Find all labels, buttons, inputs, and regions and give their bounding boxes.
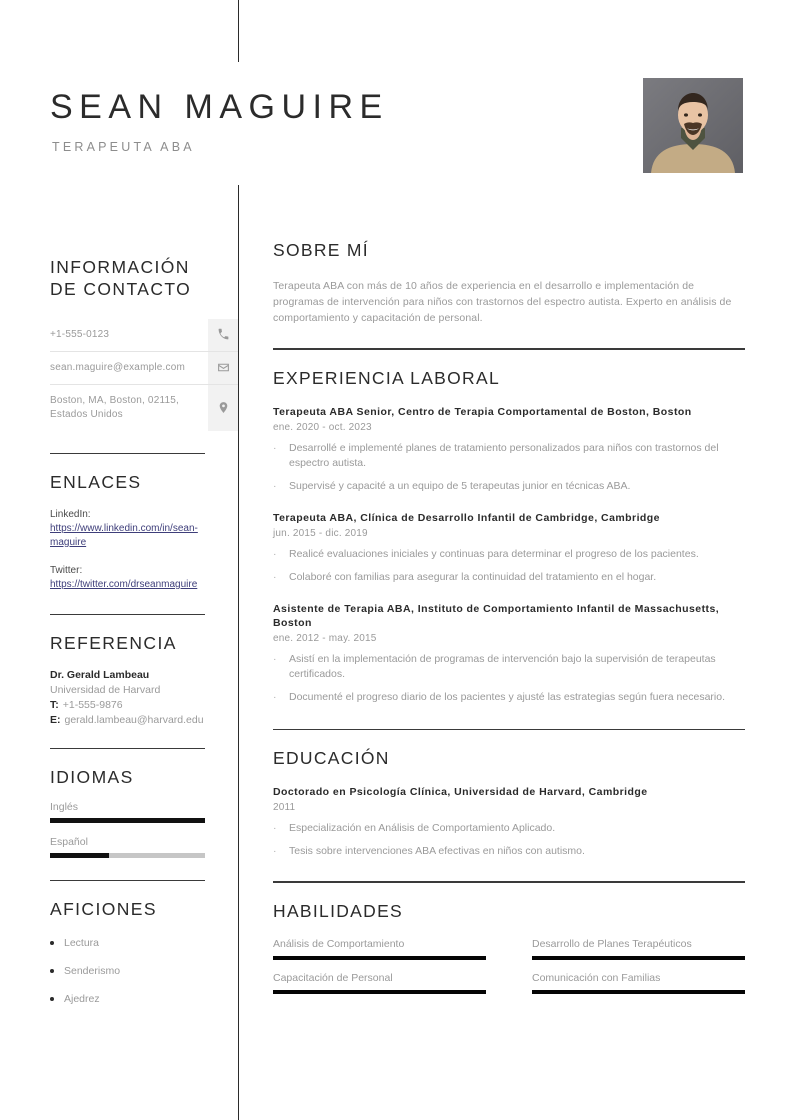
contact-row-phone xyxy=(50,319,238,352)
education-heading: EDUCACIÓN xyxy=(273,748,390,768)
link-label-twitter: Twitter: xyxy=(50,564,83,576)
link-url-twitter[interactable]: https://twitter.com/drseanmaguire xyxy=(50,578,198,590)
skill-fill-1 xyxy=(273,956,486,960)
languages-heading: IDIOMAS xyxy=(50,766,134,787)
profile-photo xyxy=(643,78,743,173)
education-bullets-1 xyxy=(273,821,745,859)
experience-entry-1 xyxy=(273,405,745,494)
skill-item-4 xyxy=(532,972,745,994)
skill-name-1: Análisis de Comportamiento xyxy=(273,937,405,950)
bullet-item xyxy=(273,821,745,836)
education-section xyxy=(273,748,745,883)
experience-bullets-1 xyxy=(273,441,745,494)
skills-section xyxy=(273,901,745,994)
bullet-text: Desarrollé e implementé planes de tratamiento personalizados para niños con trastornos del espectro autista. xyxy=(289,441,719,469)
bullet-item xyxy=(273,441,745,471)
main-column xyxy=(273,240,745,994)
experience-bullets-3 xyxy=(273,652,745,705)
sidebar xyxy=(0,185,238,1005)
skills-heading: HABILIDADES xyxy=(273,900,404,921)
skill-item-2 xyxy=(532,938,745,960)
location-icon xyxy=(208,385,238,431)
skill-name-4: Comunicación con Familias xyxy=(532,971,661,984)
contact-phone: +1-555-0123 xyxy=(50,328,110,340)
reference-email-key: E: xyxy=(50,713,61,726)
hobbies-section xyxy=(0,881,238,1005)
skill-bar-3 xyxy=(273,990,486,994)
education-entry-1 xyxy=(273,785,745,859)
reference-name: Dr. Gerald Lambeau xyxy=(50,668,150,681)
reference-phone: +1-555-9876 xyxy=(62,698,123,711)
experience-heading: EXPERIENCIA LABORAL xyxy=(273,367,501,388)
reference-section xyxy=(0,615,238,726)
link-label-linkedin: LinkedIn: xyxy=(50,508,91,520)
job-title: TERAPEUTA ABA xyxy=(52,140,195,154)
experience-date-1: ene. 2020 - oct. 2023 xyxy=(273,421,372,433)
reference-email-row xyxy=(50,714,205,726)
resume-header xyxy=(0,0,794,185)
bullet-dot-icon xyxy=(50,997,54,1001)
bullet-text: Asistí en la implementación de programas de intervención bajo la supervisión de terapeutas certificados. xyxy=(289,652,716,680)
language-item-espanol xyxy=(50,836,205,858)
bullet-text: Especialización en Análisis de Comportamiento Aplicado. xyxy=(289,822,556,834)
bullet-mark-icon: · xyxy=(273,547,277,560)
reference-phone-row xyxy=(50,699,205,711)
bullet-item xyxy=(273,690,745,705)
bullet-dot-icon xyxy=(50,941,54,945)
language-name-espanol: Español xyxy=(50,836,88,849)
reference-heading: REFERENCIA xyxy=(50,632,177,653)
hobbies-heading: AFICIONES xyxy=(50,899,157,920)
experience-date-2: jun. 2015 - dic. 2019 xyxy=(273,527,368,539)
hobby-label-1: Lectura xyxy=(64,937,100,950)
experience-entry-3 xyxy=(273,602,745,705)
experience-entry-2 xyxy=(273,511,745,585)
bullet-dot-icon xyxy=(50,969,54,973)
skill-name-2: Desarrollo de Planes Terapéuticos xyxy=(532,937,692,950)
bullet-text: Realicé evaluaciones iniciales y continuas para determinar el progreso de los pacientes. xyxy=(289,547,699,560)
experience-title-3: Asistente de Terapia ABA, Instituto de Comportamiento Infantil de Massachusetts, Boston xyxy=(273,602,720,629)
skill-fill-2 xyxy=(532,956,745,960)
bullet-item xyxy=(273,652,745,682)
contact-heading-line1: INFORMACIÓN xyxy=(50,257,190,277)
language-item-ingles xyxy=(50,801,205,823)
language-bar-ingles xyxy=(50,818,205,823)
bullet-mark-icon: · xyxy=(273,441,277,454)
bullet-mark-icon: · xyxy=(273,690,277,703)
main-divider-2 xyxy=(273,729,745,731)
phone-icon xyxy=(208,319,238,351)
contact-list xyxy=(50,319,238,431)
reference-organization: Universidad de Harvard xyxy=(50,683,161,696)
contact-heading-line2: DE CONTACTO xyxy=(50,278,192,299)
contact-location: Boston, MA, Boston, 02115, Estados Unidos xyxy=(50,394,179,420)
bullet-text: Documenté el progreso diario de los pacientes y ajusté las estrategias según fuera necesario. xyxy=(289,690,726,703)
vertical-divider-main xyxy=(238,185,239,1120)
bullet-mark-icon: · xyxy=(273,822,277,834)
skill-bar-4 xyxy=(532,990,745,994)
language-bar-espanol xyxy=(50,853,205,858)
bullet-item xyxy=(273,570,745,585)
hobby-label-3: Ajedrez xyxy=(64,993,100,1006)
link-item-twitter xyxy=(50,564,205,592)
main-divider-1 xyxy=(273,348,745,350)
bullet-text: Tesis sobre intervenciones ABA efectivas en niños con autismo. xyxy=(289,845,585,857)
main-divider-3 xyxy=(273,881,745,883)
bullet-text: Colaboré con familias para asegurar la continuidad del tratamiento en el hogar. xyxy=(289,570,657,583)
hobby-item-3 xyxy=(50,993,205,1005)
email-icon xyxy=(208,352,238,384)
skill-bar-1 xyxy=(273,956,486,960)
education-title-1: Doctorado en Psicología Clínica, Universidad de Harvard, Cambridge xyxy=(273,786,648,798)
experience-bullets-2 xyxy=(273,547,745,585)
links-heading: ENLACES xyxy=(50,471,142,492)
bullet-mark-icon: · xyxy=(273,845,277,857)
bullet-mark-icon: · xyxy=(273,479,277,492)
bullet-text: Supervisé y capacité a un equipo de 5 terapeutas junior en técnicas ABA. xyxy=(289,479,631,492)
about-text: Terapeuta ABA con más de 10 años de experiencia en el desarrollo e implementación de programas de intervención para niños con trastornos del espectro autista. Experto en análisis de comportamiento y capacitación de personal. xyxy=(273,280,732,324)
languages-section xyxy=(0,749,238,859)
skill-name-3: Capacitación de Personal xyxy=(273,971,393,984)
experience-section xyxy=(273,368,745,731)
skill-item-1 xyxy=(273,938,486,960)
bullet-mark-icon: · xyxy=(273,652,277,665)
experience-date-3: ene. 2012 - may. 2015 xyxy=(273,632,377,644)
link-url-linkedin[interactable]: https://www.linkedin.com/in/sean-maguire xyxy=(50,522,198,548)
hobby-label-2: Senderismo xyxy=(64,965,121,978)
skill-fill-4 xyxy=(532,990,745,994)
experience-title-2: Terapeuta ABA, Clínica de Desarrollo Infantil de Cambridge, Cambridge xyxy=(273,511,660,524)
bullet-mark-icon: · xyxy=(273,570,277,583)
skill-fill-3 xyxy=(273,990,486,994)
page-title: SEAN MAGUIRE xyxy=(50,88,389,126)
skills-grid xyxy=(273,938,745,994)
contact-email: sean.maguire@example.com xyxy=(50,361,186,373)
hobby-item-2 xyxy=(50,965,205,977)
links-section xyxy=(0,454,238,592)
contact-heading xyxy=(50,257,205,301)
contact-section xyxy=(0,185,238,301)
contact-row-location xyxy=(50,385,238,431)
language-fill-ingles xyxy=(50,818,205,823)
language-name-ingles: Inglés xyxy=(50,801,79,814)
skill-item-3 xyxy=(273,972,486,994)
skill-bar-2 xyxy=(532,956,745,960)
about-section xyxy=(273,240,745,350)
bullet-item xyxy=(273,479,745,494)
language-fill-espanol xyxy=(50,853,109,858)
about-heading: SOBRE MÍ xyxy=(273,240,369,260)
bullet-item xyxy=(273,844,745,859)
reference-phone-key: T: xyxy=(50,698,59,711)
reference-email: gerald.lambeau@harvard.edu xyxy=(64,713,204,726)
link-item-linkedin xyxy=(50,508,205,550)
bullet-item xyxy=(273,547,745,562)
contact-row-email xyxy=(50,352,238,385)
experience-title-1: Terapeuta ABA Senior, Centro de Terapia Comportamental de Boston, Boston xyxy=(273,405,692,418)
hobby-item-1 xyxy=(50,937,205,949)
education-date-1: 2011 xyxy=(273,802,296,813)
